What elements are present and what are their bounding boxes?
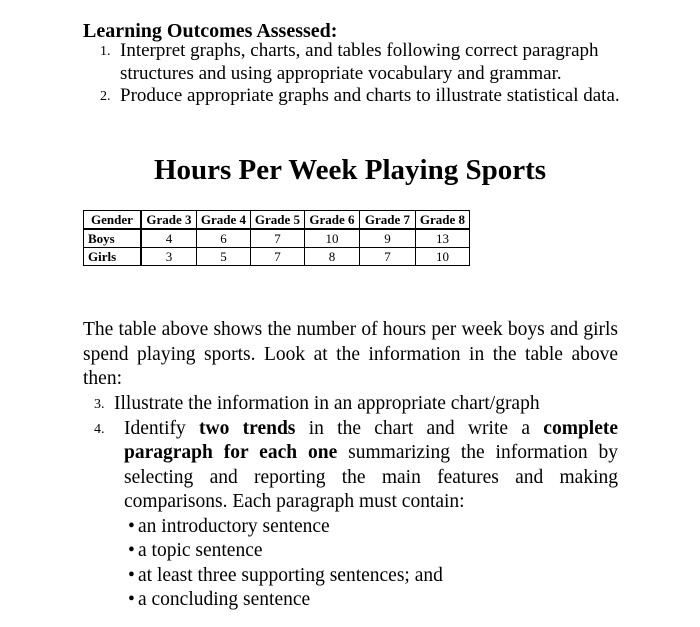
requirement-item (124, 515, 618, 540)
table-cell: 10 (416, 248, 470, 266)
task-text-part: summarizing the information by selecting and reporting the main features and making comparisons. Each paragraph must contain: (124, 442, 619, 512)
header-grade-5: Grade 5 (251, 211, 305, 230)
bullet-icon: • (128, 540, 135, 561)
learning-outcome-item (100, 40, 620, 85)
task-item (94, 392, 618, 417)
header-grade-6: Grade 6 (305, 211, 360, 230)
requirements-list (124, 515, 618, 613)
bullet-icon: • (128, 589, 135, 610)
sports-hours-table (83, 210, 470, 266)
outcome-number: 2. (100, 89, 111, 104)
bullet-icon: • (128, 564, 135, 586)
table-cell: 8 (305, 248, 360, 266)
task-text-part: Identify (124, 417, 186, 439)
task-number: 3. (94, 397, 105, 412)
task-text-part: in the chart and write a (308, 417, 530, 439)
requirement-text: at least three supporting sentences; and (138, 564, 443, 586)
requirement-item (124, 564, 618, 589)
table-cell: 7 (251, 229, 305, 248)
requirement-text: a topic sentence (138, 540, 263, 561)
header-gender: Gender (84, 211, 142, 230)
outcome-text: Interpret graphs, charts, and tables following correct paragraph structures and using appropriate vocabulary and grammar. (120, 40, 599, 84)
row-label-boys: Boys (84, 229, 142, 248)
header-grade-3: Grade 3 (141, 211, 197, 230)
outcome-text: Produce appropriate graphs and charts to illustrate statistical data. (120, 85, 620, 106)
task-number: 4. (94, 421, 105, 437)
table-cell: 3 (141, 248, 197, 266)
task-text: Illustrate the information in an appropriate chart/graph (114, 393, 540, 414)
requirement-text: a concluding sentence (138, 589, 311, 610)
header-grade-4: Grade 4 (197, 211, 251, 230)
instructions-paragraph: The table above shows the number of hours per week boys and girls spend playing sports. Look at the information in the table above then: (83, 319, 618, 389)
outcome-number: 1. (100, 44, 111, 59)
table-cell: 9 (360, 229, 416, 248)
task-list (94, 392, 618, 613)
table-row-boys (84, 229, 470, 248)
header-grade-7: Grade 7 (360, 211, 416, 230)
learning-outcomes-list (100, 40, 620, 108)
bullet-icon: • (128, 515, 135, 537)
learning-outcomes-title: Learning Outcomes Assessed: (83, 20, 338, 42)
learning-outcome-item (100, 85, 620, 108)
table-row-girls (84, 248, 470, 266)
task-item (94, 417, 618, 613)
requirement-item (124, 539, 618, 564)
requirement-item (124, 588, 618, 613)
table-cell: 5 (197, 248, 251, 266)
table-cell: 7 (251, 248, 305, 266)
row-label-girls: Girls (84, 248, 142, 266)
task-text (124, 417, 618, 515)
task-emphasis: complete paragraph for each one (124, 417, 619, 463)
table-cell: 7 (360, 248, 416, 266)
table-cell: 4 (141, 229, 197, 248)
table-cell: 13 (416, 229, 470, 248)
table-heading: Hours Per Week Playing Sports (153, 154, 547, 186)
task-emphasis: two trends (199, 417, 296, 439)
table-cell: 10 (305, 229, 360, 248)
requirement-text: an introductory sentence (138, 515, 330, 537)
header-grade-8: Grade 8 (416, 211, 470, 230)
table-cell: 6 (197, 229, 251, 248)
table-header-row (84, 211, 470, 230)
